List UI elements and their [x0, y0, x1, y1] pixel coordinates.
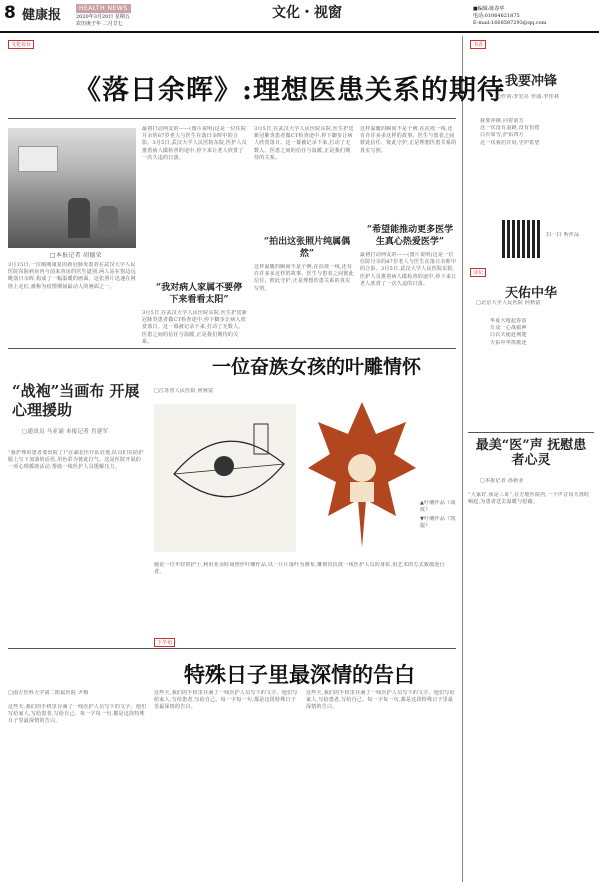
psych-headline: “战袍”当画布 开展心理援助	[12, 382, 140, 419]
column-divider	[462, 36, 463, 882]
right-rule	[468, 432, 594, 433]
poem2-line: 万众一心战瘟神	[490, 325, 527, 332]
psych-body: “我护理的患者要出院了!”在湖北医疗队驻地,队员们在防护服上写下加油的话语,用色彩为彼此打气。这是医院开展的一项心理援助活动,帮助一线医护人员缓解压力。	[8, 450, 144, 471]
main-headline: 《落日余晖》:理想医患关系的期待	[74, 75, 505, 106]
lyric-line: 这一次没有退路,没有彷徨	[480, 125, 540, 132]
issue-date: 2020年3月20日 星期五	[76, 14, 130, 20]
right-badge-2: 诗坛	[470, 268, 486, 277]
poem-byline: □作词:李宏亮 作曲:李佳林	[496, 94, 560, 100]
poem2-line: 天佑中华凯歌还	[490, 339, 527, 346]
lyric-line: 我要冲锋,向着前方	[480, 118, 524, 124]
main-col3b: 这样温暖的瞬间不是个例,在抗疫一线,还有许许多多这样的故事。医生与患者之间彼此信任、彼此守护,正是理想医患关系的真实写照。	[254, 264, 354, 292]
section-rule	[8, 348, 456, 349]
main-col2b: 3月5日,在武汉大学人民医院东院,医生护送新冠肺炎患者做CT检查途中,停下脚步让病人欣赏落日。这一幕被记录下来,打动了无数人。医患之间的信任与温暖,正是我们期待的关系。	[142, 310, 248, 345]
email: E-mail:1668587293@qq.com	[473, 20, 547, 26]
poem-title: 我要冲锋	[504, 74, 557, 89]
special-col3: 这些天,我们的手机里存满了一线医护人员写下的文字。他们写给家人,写给患者,写给自己。每一字每一句,都是这段特殊日子里最深情的告白。	[306, 690, 455, 711]
right-badge-1: 书香	[470, 40, 486, 49]
leaf-caption-2: ▼叶雕作品《凯旋》	[420, 516, 456, 530]
section-badge: 文化看台	[8, 40, 34, 49]
lunar-date: 农历庚子年 二月廿七	[76, 21, 123, 27]
poem2-line: 华夏大地起春雷	[490, 318, 527, 324]
editor-info	[473, 6, 546, 27]
main-col1: 3月15日,一位刚刚康复的新冠肺炎患者在武汉大学人民医院东院病房内与前来查房的医生道别,两人站在窗边远眺落日余晖,构成了一幅温暖的画面。这张照片迅速在网络上走红,被称为疫情期间最动人的画面之一。	[8, 262, 136, 290]
poem2-byline: □北京大学人民医院 何秋富	[476, 300, 541, 306]
pull-quote-2: “拍出这张照片纯属偶然”	[263, 237, 351, 259]
headline-rule	[8, 118, 456, 119]
page-number: 8	[4, 3, 16, 23]
qr-code[interactable]	[502, 220, 540, 258]
poem2-lines	[490, 318, 590, 347]
main-col2: 最初打动网友的——(图片说明)这是一位住院月余的87岁老人与医生在落日余晖中的合影。3月5日,武汉大学人民医院东院,医护人员推着病人做检查的途中,停下来让老人欣赏了一次久违的日落。	[142, 126, 248, 161]
leaf-artwork-2	[306, 398, 418, 554]
special-byline: □南方医科大学第二附属医院 尹梅	[8, 690, 89, 696]
psych-byline: □通讯员 马亚诵 本报记者 肖建军	[22, 429, 109, 435]
editor: ■编辑:陈春华	[473, 6, 505, 12]
lyric-line: 白衣如雪,护佑四方	[480, 132, 524, 139]
voice-body: “大家好,我是三哥”,在方舱医院内,一个声音每天准时响起,为患者送去温暖与慰藉。	[468, 492, 590, 506]
main-col4b: 最初打动网友的——(图片说明)这是一位住院月余的87岁老人与医生在落日余晖中的合影。3月5日,武汉大学人民医院东院,医护人员推着病人做检查的途中,停下来让老人欣赏了一次久违的日落。	[360, 252, 457, 287]
header-rule	[0, 31, 599, 33]
sunset-photo	[8, 128, 136, 248]
pull-quote-1: “我对病人家属不要停下来看看太阳”	[155, 283, 243, 305]
masthead-name: 健康报	[22, 8, 62, 23]
special-headline: 特殊日子里最深情的告白	[184, 662, 415, 687]
special-col2: 这些天,我们的手机里存满了一线医护人员写下的文字。他们写给家人,写给患者,写给自己。每一字每一句,都是这段特殊日子里最深情的告白。	[154, 690, 298, 711]
leaf-caption-1: ▲叶雕作品《战疫》	[420, 500, 456, 514]
qr-caption: 扫一扫 听作品	[546, 232, 580, 238]
leaf-artwork-1	[154, 404, 296, 552]
photo-caption: □本报记者 胡德荣	[50, 252, 102, 259]
leaf-carving-icon	[154, 404, 296, 552]
masthead-en: HEALTH NEWS	[76, 4, 131, 13]
main-col3: 3月5日,在武汉大学人民医院东院,医生护送新冠肺炎患者做CT检查途中,停下脚步让病人欣赏落日。这一幕被记录下来,打动了无数人。医患之间的信任与温暖,正是我们期待的关系。	[254, 126, 354, 161]
phone: 电话:01064621875	[473, 13, 520, 19]
special-col1: 这些天,我们的手机里存满了一线医护人员写下的文字。他们写给家人,写给患者,写给自己。每一字每一句,都是这段特殊日子里最深情的告白。	[8, 704, 147, 725]
lyrics	[480, 118, 590, 147]
special-badge: 下半旬	[154, 638, 175, 647]
leaf-byline: □江苏省人民医院 何秋富	[154, 388, 214, 394]
section-title: 文化・视窗	[272, 5, 342, 21]
voice-title: 最美“医”声 抚慰患者心灵	[475, 438, 587, 468]
poem2-line: 白衣天使赴荆楚	[490, 332, 527, 339]
pull-quote-3: “希望能推动更多医学生真心热爱医学”	[366, 225, 454, 247]
section-rule-2	[8, 648, 456, 649]
leaf-body: 她是一位年轻的护士,利用业余时间创作叶雕作品,以一片片落叶为画布,雕刻出抗疫一线医护人员的身影,用艺术的方式致敬逆行者。	[154, 562, 445, 576]
leaf-headline: 一位奋族女孩的叶雕情怀	[212, 356, 422, 378]
lyric-line: 这一次我们并肩,守护希望	[480, 139, 540, 146]
maple-leaf-icon	[306, 398, 418, 554]
main-col4: 这样温暖的瞬间不是个例,在抗疫一线,还有许许多多这样的故事。医生与患者之间彼此信任、彼此守护,正是理想医患关系的真实写照。	[360, 126, 457, 154]
poem2-title: 天佑中华	[504, 286, 557, 301]
voice-byline: □本报记者 孙新业	[480, 478, 524, 484]
